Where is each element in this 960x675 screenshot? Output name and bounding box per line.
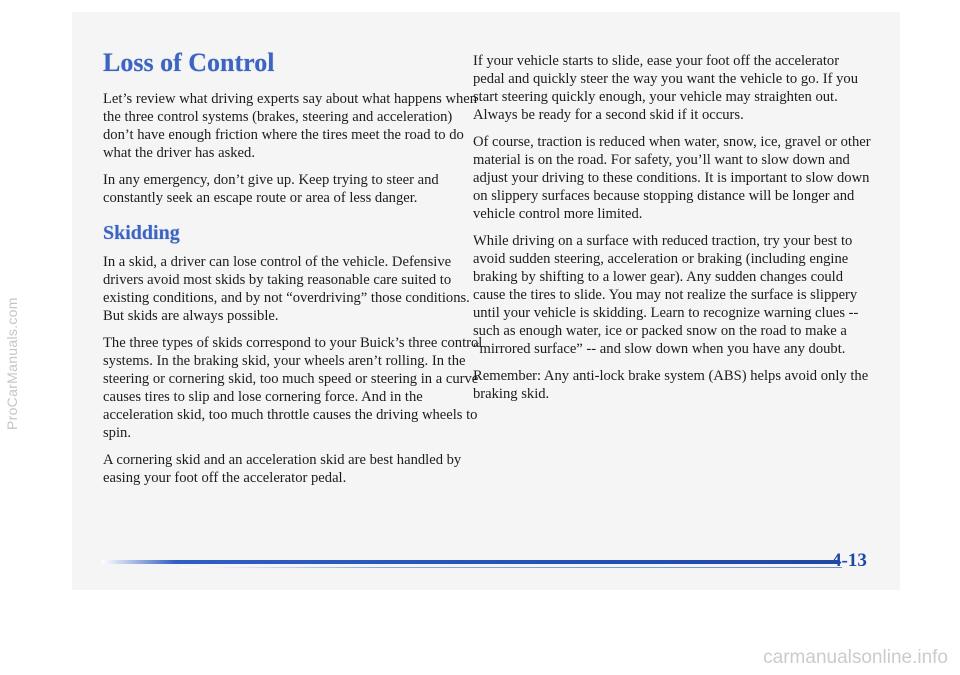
paragraph: In a skid, a driver can lose control of the vehicle. Defensive drivers avoid most skids by taking reasonable care suited to existing conditions, and by not “overdriving” those conditions. But skids are always possible. [103,254,470,324]
paragraph: Remember: Any anti-lock brake system (ABS) helps avoid only the braking skid. [473,368,869,402]
paragraph: In any emergency, don’t give up. Keep trying to steer and constantly seek an escape route or area of less danger. [103,172,439,206]
side-watermark: ProCarManuals.com [4,297,20,430]
paragraph: A cornering skid and an acceleration skid are best handled by easing your foot off the accelerator pedal. [103,452,462,486]
bottom-watermark: carmanualsonline.info [763,647,948,668]
page-number: 4-13 [832,550,867,571]
footer-rule [102,560,840,564]
paragraph: Of course, traction is reduced when water, snow, ice, gravel or other material is on the road. For safety, you’ll want to slow down and adjust your driving to these conditions. It is important to slow down on slippery surfaces because stopping distance will be longer and vehicle control more limited. [473,134,871,222]
right-column [473,52,873,412]
paragraph: Let’s review what driving experts say about what happens when the three control systems (brakes, steering and acceleration) don’t have enough friction where the tires meet the road to do what the driver has asked. [103,91,478,161]
paragraph: While driving on a surface with reduced traction, try your best to avoid sudden steering, acceleration or braking (including engine braking by shifting to a lower gear). Any sudden changes could cause the tires to slide. You may not realize the surface is slippery until your vehicle is skidding. Learn to recognize warning clues -- such as enough water, ice or packed snow on the road to make a “mirrored surface” -- and slow down when you have any doubt. [473,233,859,357]
paragraph: The three types of skids correspond to your Buick’s three control systems. In the braking skid, your wheels aren’t rolling. In the steering or cornering skid, too much speed or steering in a curve causes tires to slip and lose cornering force. And in the acceleration skid, too much throttle causes the driving wheels to spin. [103,335,483,441]
left-column [103,48,483,496]
section-title: Loss of Control [103,48,275,77]
subsection-title: Skidding [103,222,180,244]
manual-page [72,12,900,590]
footer-rule-thin [182,567,842,568]
paragraph: If your vehicle starts to slide, ease your foot off the accelerator pedal and quickly steer the way you want the vehicle to go. If you start steering quickly enough, your vehicle may straighten out. Always be ready for a second skid if it occurs. [473,53,858,123]
